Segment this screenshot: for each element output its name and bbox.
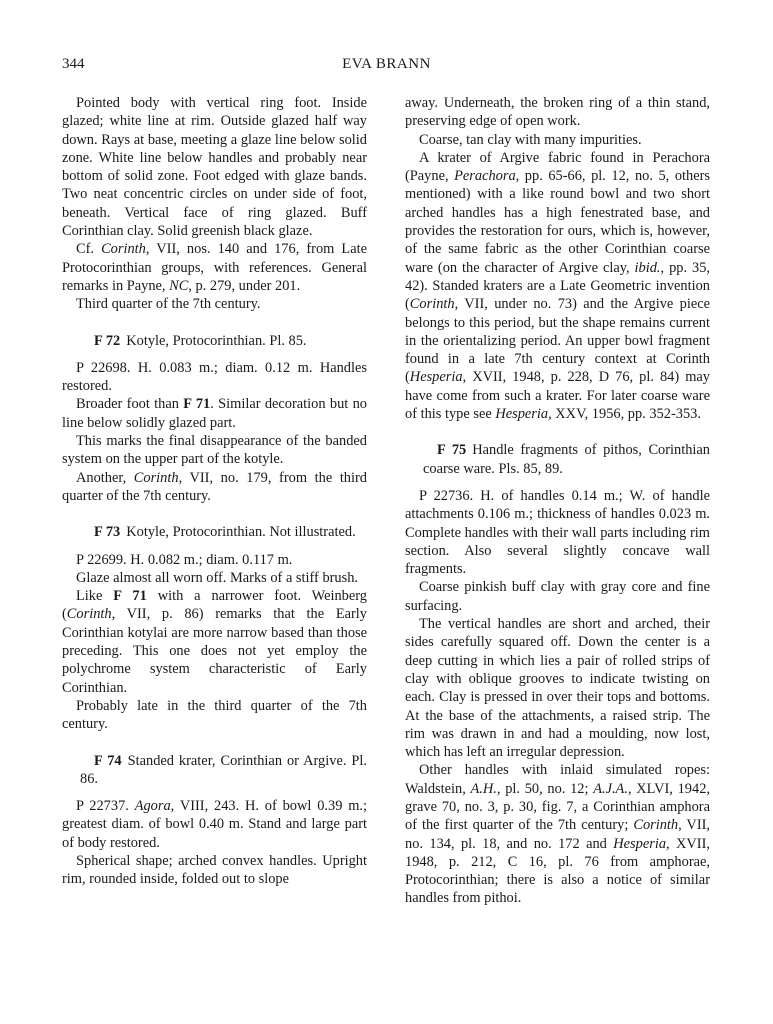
entry-heading-f75: F 75 Handle fragments of pithos, Corinthian coarse ware. Pls. 85, 89. <box>423 442 710 477</box>
paragraph: P 22698. H. 0.083 m.; diam. 0.12 m. Handles restored. <box>62 359 367 395</box>
paragraph: P 22737. Agora, VIII, 243. H. of bowl 0.39 m.; greatest diam. of bowl 0.40 m. Stand and large part of body restored. <box>62 798 367 851</box>
entry-heading-f74: F 74 Standed krater, Corinthian or Argive. Pl. 86. <box>80 752 367 787</box>
paragraph: P 22736. H. of handles 0.14 m.; W. of handle attachments 0.106 m.; thickness of handles 0.023 m. Complete handles with their wall parts including rim section. Also several slightly concave wall fragments. <box>405 487 710 578</box>
paragraph: away. Underneath, the broken ring of a thin stand, preserving edge of open work. <box>405 95 710 130</box>
paragraph: Pointed body with vertical ring foot. Inside glazed; white line at rim. Outside glazed half way down. Rays at base, meeting a glaze line below solid zone. White line below handles and probably near bottom of solid zone. Foot edged with glaze bands. Two neat concentric circles on under side of foot, beneath. Vertical face of ring glazed. Buff Corinthian clay. Solid greenish black glaze. <box>62 95 367 240</box>
paragraph: Like F 71 with a narrower foot. Weinberg (Corinth, VII, p. 86) remarks that the Early Corinthian kotylai are more narrow based than those preceding. This one does not yet employ the polychrome system characteristic of Early Corinthian. <box>62 588 367 696</box>
paragraph: A krater of Argive fabric found in Perachora (Payne, Perachora, pp. 65-66, pl. 12, no. 5, others mentioned) with a like round bowl and two short arched handles has a high fenestrated base, and provides the restoration for ours, which is, however, of the same fabric as the other Corinthian coarse ware (on the character of Argive clay, ibid., pp. 35, 42). Standed kraters are a Late Geometric invention (Corinth, VII, under no. 73) and the Argive piece belongs to this period, but the shape remains current in the orientalizing period. An upper bowl fragment found in a late 7th century context at Corinth (Hesperia, XVII, 1948, p. 228, D 76, pl. 84) may have come from such a krater. For later coarse ware of this type see Hesperia, XXV, 1956, pp. 352-353. <box>405 149 710 423</box>
paragraph: The vertical handles are short and arched, their sides carefully squared off. Down the center is a deep cutting in which lies a pair of rolled strips of clay with oblique grooves to indicate twisting on each. Clay is pressed in over their tops and bottoms. At the base of the attachments, a raised strip. The rim was drawn in and had a moulding, now lost, which has left an irregular depression. <box>405 616 710 761</box>
paragraph: Glaze almost all worn off. Marks of a stiff brush. <box>76 569 359 586</box>
left-column <box>62 94 367 889</box>
paragraph: Spherical shape; arched convex handles. Upright rim, rounded inside, folded out to slope <box>62 852 367 888</box>
page-number: 344 <box>62 56 85 72</box>
paragraph: Coarse pinkish buff clay with gray core and fine surfacing. <box>405 579 710 614</box>
running-head <box>62 56 711 76</box>
paragraph: P 22699. H. 0.082 m.; diam. 0.117 m. <box>76 551 293 568</box>
paragraph: Coarse, tan clay with many impurities. <box>419 131 642 148</box>
paragraph: Cf. Corinth, VII, nos. 140 and 176, from Late Protocorinthian groups, with references. General remarks in Payne, NC, p. 279, under 201. <box>62 241 367 294</box>
running-title-author: EVA BRANN <box>342 56 431 72</box>
entry-heading-f73: F 73 Kotyle, Protocorinthian. Not illustrated. <box>94 524 356 541</box>
paragraph: Other handles with inlaid simulated ropes: Waldstein, A.H., pl. 50, no. 12; A.J.A., XLVI, 1942, grave 70, no. 3, p. 30, fig. 7, a Corinthian amphora of the first quarter of the 7th century; Corinth, VII, no. 134, pl. 18, and no. 172 and Hesperia, XVII, 1948, p. 212, C 16, pl. 76 from amphorae, Protocorinthian; there is also a notice of similar handles from pithoi. <box>405 762 711 907</box>
right-column <box>405 94 710 908</box>
paragraph: Broader foot than F 71. Similar decoration but no line below solidly glazed part. <box>62 396 367 431</box>
paragraph: Another, Corinth, VII, no. 179, from the third quarter of the 7th century. <box>62 469 367 504</box>
entry-heading-f72: F 72 Kotyle, Protocorinthian. Pl. 85. <box>94 332 307 349</box>
paragraph: Third quarter of the 7th century. <box>76 296 261 313</box>
paragraph: This marks the final disappearance of the banded system on the upper part of the kotyle. <box>62 433 367 468</box>
paragraph: Probably late in the third quarter of the 7th century. <box>62 697 367 733</box>
